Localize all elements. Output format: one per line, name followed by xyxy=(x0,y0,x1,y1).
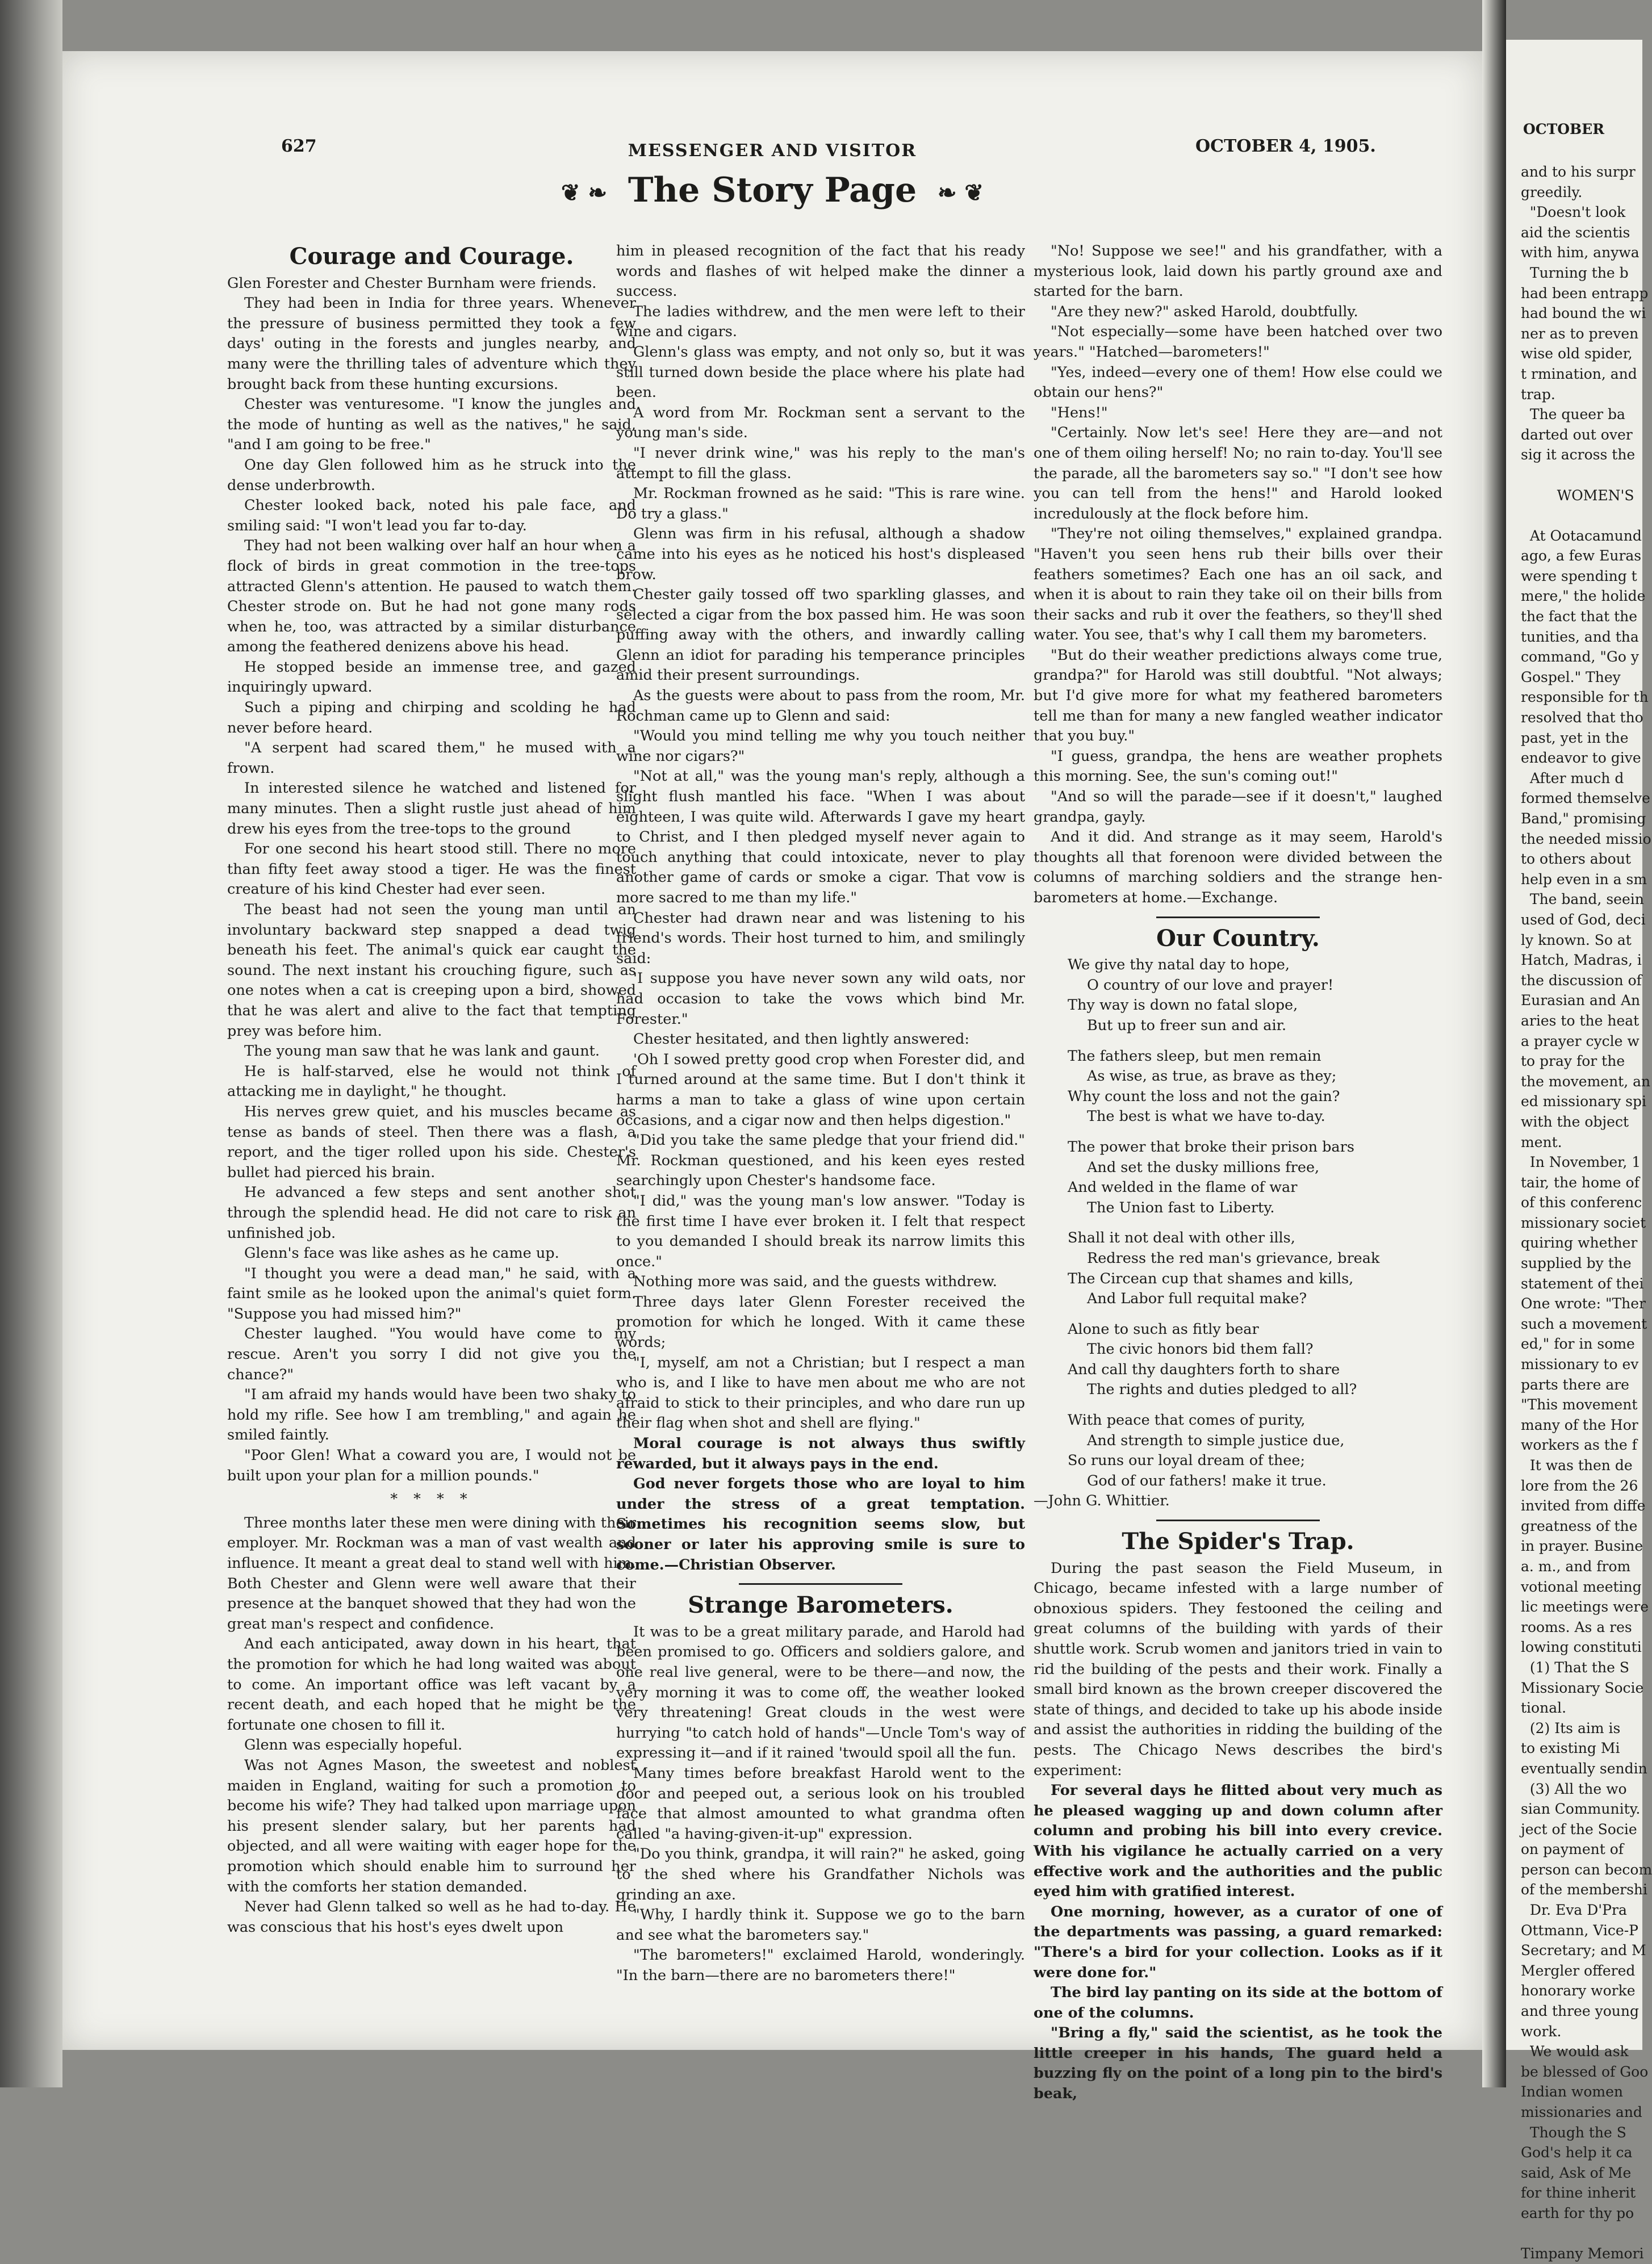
poem-line: But up to freer sun and air. xyxy=(1087,1016,1287,1034)
divider xyxy=(1156,1520,1320,1521)
paragraph: A word from Mr. Rockman sent a servant to the young man's side. xyxy=(616,404,1025,442)
story-title: Strange Barometers. xyxy=(688,1592,953,1619)
poem-line: Redress the red man's grievance, break xyxy=(1087,1249,1380,1267)
facing-page-line xyxy=(1521,2224,1652,2244)
facing-page-line: Eurasian and An xyxy=(1521,992,1641,1009)
divider xyxy=(739,1583,902,1585)
facing-page-line: In November, 1 xyxy=(1521,1154,1641,1171)
paragraph: And each anticipated, away down in his heart, that the promotion for which he had long waited was about to come. An important office was left vacant by a recent death, and each hoped that he might be the fortunate one chosen to fill it. xyxy=(227,1635,636,1734)
facing-page-line: to others about xyxy=(1521,851,1631,868)
paragraph: It was to be a great military parade, and Harold had been promised to go. Officers and soldiers galore, and one real live general, were to be there—and now, the very morning it was to come off, the weather looked very threatening! Great clouds in the west were hurrying "to catch hold of hands"—Uncle Tom's way of expressing it—and if it rained 'twould spoil all the fun. xyxy=(616,1623,1025,1762)
story-continuation xyxy=(616,241,1025,1575)
facing-page-line: to pray for the xyxy=(1521,1053,1625,1070)
paragraph: "But do their weather predictions always come true, grandpa?" for Harold was still doubtful. "Not always; but I'd give more for what my feathered barometers tell me than for many a new fangled weather indicator that you buy." xyxy=(1034,646,1442,745)
paragraph: "Yes, indeed—every one of them! How else could we obtain our hens?" xyxy=(1034,363,1442,401)
facing-page-line: with the object xyxy=(1521,1113,1629,1130)
facing-page-line: ly known. So at xyxy=(1521,931,1632,948)
facing-page-line: responsible for th xyxy=(1521,689,1649,706)
facing-page-line: trap. xyxy=(1521,386,1555,403)
paragraph: For one second his heart stood still. There no more than fifty feet away stood a tiger. He was the finest creature of his kind Chester had ever seen. xyxy=(227,840,636,898)
paragraph: Many times before breakfast Harold went to the door and peeped out, a serious look on his troubled face that almost amounted to what grandma often called "a having-given-it-up" expression. xyxy=(616,1764,1025,1843)
paragraph: Moral courage is not always thus swiftly rewarded, but it always pays in the end. xyxy=(616,1435,1025,1472)
paragraph: 'Oh I sowed pretty good crop when Forester did, and I turned around at the same time. But I don't think it harms a man to take a glass of wine upon certain occasions, and a cigar now and then helps digestion." xyxy=(616,1051,1025,1129)
column-1 xyxy=(227,244,636,1976)
paragraph: Was not Agnes Mason, the sweetest and noblest maiden in England, waiting for such a promotion to become his wife? They had talked upon marriage upon his present slender salary, but her parents had objected, and all were waiting with eager hope for the promotion which should enable him to surround her with the comforts her station demanded. xyxy=(227,1756,636,1895)
facing-page-line: At Ootacamund xyxy=(1521,527,1642,544)
paragraph: 'I suppose you have never sown any wild oats, nor had occasion to take the vows which bind Mr. Forester." xyxy=(616,970,1025,1028)
paragraph: Chester hesitated, and then lightly answered: xyxy=(633,1031,969,1048)
facing-page-line: Turning the b xyxy=(1521,264,1629,281)
facing-page-line: the needed missio xyxy=(1521,830,1651,847)
section-title xyxy=(62,170,1482,210)
facing-page-line: workers as the f xyxy=(1521,1437,1637,1454)
facing-page-line: be blessed of Goo xyxy=(1521,2063,1649,2080)
paragraph: "I guess, grandpa, the hens are weather prophets this morning. See, the sun's coming out!" xyxy=(1034,747,1442,785)
facing-page-line: ject of the Socie xyxy=(1521,1821,1637,1838)
poem-author: —John G. Whittier. xyxy=(1034,1492,1170,1510)
facing-page-line: Band," promising xyxy=(1521,810,1646,827)
facing-page-line: missionaries and xyxy=(1521,2104,1642,2120)
divider xyxy=(1156,917,1320,918)
facing-page-line: formed themselve xyxy=(1521,790,1650,807)
facing-page-line: of this conferenc xyxy=(1521,1194,1642,1211)
facing-page-line: greedily. xyxy=(1521,183,1583,200)
story-continuation xyxy=(1034,241,1442,909)
facing-page-line: invited from diffe xyxy=(1521,1497,1646,1514)
facing-page-line: tair, the home of xyxy=(1521,1174,1640,1191)
facing-page-line: a. m., and from xyxy=(1521,1558,1631,1575)
paragraph: "Are they new?" asked Harold, doubtfully. xyxy=(1051,303,1358,320)
paragraph: Chester looked back, noted his pale face, and smiling said: "I won't lead you far to-day. xyxy=(227,497,636,534)
poem-line: The Circean cup that shames and kills, xyxy=(1068,1270,1354,1287)
facing-page-line: Timpany Memori xyxy=(1521,2245,1644,2262)
poem-line: The best is what we have to-day. xyxy=(1087,1108,1325,1125)
facing-page-line: Mergler offered xyxy=(1521,1962,1636,1979)
paragraph: "Certainly. Now let's see! Here they are—and not one of them oiling herself! No; no rain to-day. You'll see the parade, all the barometers say so." "I don't see how you can tell from the hens!" and Harold looked incredulously at the flock before him. xyxy=(1034,424,1442,522)
facing-page-line: were spending t xyxy=(1521,567,1637,584)
paragraph: him in pleased recognition of the fact that his ready words and flashes of wit helped make the dinner a success. xyxy=(616,242,1025,300)
facing-page-line: lic meetings were xyxy=(1521,1598,1649,1616)
facing-page-line: "Doesn't look xyxy=(1521,204,1626,221)
facing-page-line: the fact that the xyxy=(1521,608,1638,625)
facing-page-line: Gospel." They xyxy=(1521,668,1621,685)
poem-line: The Union fast to Liberty. xyxy=(1087,1199,1275,1216)
facing-page-line: had been entrapp xyxy=(1521,284,1649,302)
story-body-continued xyxy=(227,1513,636,1937)
paragraph: In interested silence he watched and listened for many minutes. Then a slight rustle just ahead of him drew his eyes from the tree-tops to the ground xyxy=(227,780,636,838)
facing-page-line: Though the S xyxy=(1521,2124,1626,2141)
paragraph: "A serpent had scared them," he mused with a frown. xyxy=(227,739,636,777)
poem-line: So runs our loyal dream of thee; xyxy=(1068,1452,1306,1470)
facing-page-line: eventually sendin xyxy=(1521,1760,1647,1777)
facing-page-line: earth for thy po xyxy=(1521,2204,1634,2221)
facing-page-line: work. xyxy=(1521,2023,1562,2040)
paragraph: They had been in India for three years. Whenever the pressure of business permitted they took a few days' outing in the forests and jungles nearby, and many were the thrilling tales of adventure which they brought back from these hunting excursions. xyxy=(227,295,636,393)
masthead: MESSENGER AND VISITOR xyxy=(628,141,917,161)
facing-page-line: to existing Mi xyxy=(1521,1740,1620,1757)
paragraph: His nerves grew quiet, and his muscles became as tense as bands of steel. Then there was a flash, a report, and the tiger rolled upon his side. Chester's bullet had pierced his brain. xyxy=(227,1103,636,1181)
poem-line: And set the dusky millions free, xyxy=(1087,1158,1320,1176)
poem-title: Our Country. xyxy=(1156,924,1320,952)
poem-line: Alone to such as fitly bear xyxy=(1068,1320,1259,1338)
facing-page-line: God's help it ca xyxy=(1521,2144,1633,2161)
paragraph: Mr. Rockman frowned as he said: "This is rare wine. Do try a glass." xyxy=(616,485,1025,522)
facing-page-line: missionary to ev xyxy=(1521,1356,1639,1373)
poem-line: O country of our love and prayer! xyxy=(1087,976,1334,994)
poem-line: And strength to simple justice due, xyxy=(1087,1432,1345,1449)
facing-page-line: votional meeting xyxy=(1521,1578,1642,1595)
paragraph: "Not especially—some have been hatched over two years." "Hatched—barometers!" xyxy=(1034,323,1442,361)
paragraph: "And so will the parade—see if it doesn't," laughed grandpa, gayly. xyxy=(1034,788,1442,826)
issue-date: OCTOBER 4, 1905. xyxy=(1195,136,1376,156)
poem-line: As wise, as true, as brave as they; xyxy=(1087,1068,1337,1085)
paragraph: "They're not oiling themselves," explained grandpa. "Haven't you seen hens rub their bills over their feathers sometimes? Each one has an oil sack, and when it is about to rain they take oil on their bills from their sacks and rub it over the feathers, so they'll shed water. You see, that's why I call them my barometers. xyxy=(1034,525,1442,644)
facing-page-line xyxy=(1521,465,1652,486)
facing-page-line: It was then de xyxy=(1521,1457,1633,1474)
story-title: The Spider's Trap. xyxy=(1122,1528,1354,1555)
facing-page-line: Secretary; and M xyxy=(1521,1942,1646,1959)
facing-page-line: for thine inherit xyxy=(1521,2185,1636,2202)
facing-page-line: in prayer. Busine xyxy=(1521,1538,1643,1555)
poem-line: And Labor full requital make? xyxy=(1087,1290,1307,1308)
paragraph: "Did you take the same pledge that your friend did." Mr. Rockman questioned, and his keen eyes rested searchingly upon Chester's handsome face. xyxy=(616,1132,1025,1190)
paragraph: One morning, however, as a curator of one of the departments was passing, a guard remarked: "There's a bird for your collection. Looks as if it were done for." xyxy=(1034,1903,1442,1981)
facing-page-line: with him, anywa xyxy=(1521,244,1640,261)
paragraph: One day Glen followed him as he struck into the dense underbrowth. xyxy=(227,456,636,494)
facing-page-line: (3) All the wo xyxy=(1521,1780,1627,1797)
poem-line: The rights and duties pledged to all? xyxy=(1087,1381,1357,1399)
poem-line: And welded in the flame of war xyxy=(1068,1179,1298,1196)
facing-page-line: tional. xyxy=(1521,1700,1567,1717)
facing-page-line: lowing constituti xyxy=(1521,1639,1642,1656)
page-gutter xyxy=(1482,0,1506,2087)
paragraph: Such a piping and chirping and scolding he had never before heard. xyxy=(227,699,636,736)
poem-line: The civic honors bid them fall? xyxy=(1087,1341,1314,1358)
paragraph: He stopped beside an immense tree, and gazed inquiringly upward. xyxy=(227,658,636,696)
poem-line: God of our fathers! make it true. xyxy=(1087,1472,1327,1489)
paragraph: The bird lay panting on its side at the bottom of one of the columns. xyxy=(1034,1984,1442,2022)
poem-line: Shall it not deal with other ills, xyxy=(1068,1229,1295,1247)
paragraph: He is half-starved, else he would not think of attacking me in daylight," he thought. xyxy=(227,1062,636,1100)
facing-page-line: Hatch, Madras, i xyxy=(1521,952,1642,969)
column-2 xyxy=(616,241,1025,1984)
paragraph: "I am afraid my hands would have been two shaky to hold my rifle. See how I am trembling," and again he smiled faintly. xyxy=(227,1386,636,1444)
leaf-ornament-icon: ❦ ❧ xyxy=(561,179,607,206)
facing-page-line: rooms. As a res xyxy=(1521,1618,1632,1635)
facing-page-line: help even in a sm xyxy=(1521,871,1647,888)
facing-page-line: quiring whether xyxy=(1521,1234,1638,1252)
paragraph: And it did. And strange as it may seem, Harold's thoughts all that forenoon were divided between the columns of marching soldiers and the strange hen-barometers at home.—Exchange. xyxy=(1034,828,1442,906)
story-body xyxy=(227,274,636,1487)
poem-line: Thy way is down no fatal slope, xyxy=(1068,997,1298,1014)
facing-page-line: ed missionary spi xyxy=(1521,1093,1647,1110)
binding-edge xyxy=(0,0,62,2087)
poem-line: The power that broke their prison bars xyxy=(1068,1138,1354,1156)
paragraph: For several days he flitted about very much as he pleased wagging up and down column after column and probing his bill into every crevice. With his vigilance he actually carried on a very effective work and the authorities and the public eyed him with gratified interest. xyxy=(1034,1782,1442,1901)
facing-page-line: Ottmann, Vice-P xyxy=(1521,1922,1638,1939)
facing-page-line: resolved that tho xyxy=(1521,709,1643,726)
facing-page-line: (1) That the S xyxy=(1521,1659,1629,1676)
paragraph: Three days later Glenn Forester received the promotion for which he longed. With it came these words; xyxy=(616,1293,1025,1351)
paragraph: "The barometers!" exclaimed Harold, wonderingly. "In the barn—there are no barometers there!" xyxy=(616,1947,1025,1984)
poem-line: We give thy natal day to hope, xyxy=(1068,956,1290,974)
facing-page-line: past, yet in the xyxy=(1521,729,1629,746)
facing-page-line: honorary worke xyxy=(1521,1982,1636,1999)
newspaper-page xyxy=(62,51,1482,2103)
column-3 xyxy=(1034,241,1442,2103)
facing-page-line: "This movement xyxy=(1521,1396,1638,1413)
paragraph: "Hens!" xyxy=(1051,404,1108,421)
facing-page-line: parts there are xyxy=(1521,1376,1629,1393)
paragraph: "I thought you were a dead man," he said, with a faint smile as he looked upon the animal's quiet form. "Suppose you had missed him?" xyxy=(227,1265,636,1323)
facing-page-text xyxy=(1521,162,1652,2264)
story-title: Courage and Courage. xyxy=(289,243,574,270)
facing-page-line: of the membershi xyxy=(1521,1881,1648,1898)
facing-page-line: One wrote: "Ther xyxy=(1521,1295,1646,1312)
facing-page-line: and three young xyxy=(1521,2003,1639,2020)
paragraph: "Poor Glen! What a coward you are, I would not be built upon your plan for a million pounds." xyxy=(227,1447,636,1484)
paragraph: Glenn's face was like ashes as he came up. xyxy=(244,1245,559,1262)
paragraph: Nothing more was said, and the guests withdrew. xyxy=(633,1273,997,1291)
facing-page-line: the discussion of xyxy=(1521,972,1642,989)
paragraph: Glenn was firm in his refusal, although a shadow came into his eyes as he noticed his host's displeased brow. xyxy=(616,525,1025,583)
paragraph: Chester was venturesome. "I know the jungles and the mode of hunting as well as the natives," he said, "and I am going to be free." xyxy=(227,396,636,454)
facing-page xyxy=(1506,40,1652,2262)
paragraph: "Not at all," was the young man's reply, although a slight flush mantled his face. "When I was about eighteen, I was quite wild. Afterwards I gave my heart to Christ, and I then pledged myself never again to touch anything that could intoxicate, never to play another game of cards or smoke a cigar. That vow is more sacred to me than my life." xyxy=(616,768,1025,906)
facing-page-line: Dr. Eva D'Pra xyxy=(1521,1902,1627,1919)
paragraph: They had not been walking over half an hour when a flock of birds in great commotion in the tree-tops attracted Glenn's attention. He paused to watch them. Chester strode on. But he had not gone many rods when he, too, was attracted by a similar disturbance among the feathered denizens above his head. xyxy=(227,537,636,656)
facing-page-header: OCTOBER xyxy=(1523,121,1605,137)
paragraph: Never had Glenn talked so well as he had to-day. He was conscious that his host's eyes dwelt upon xyxy=(227,1898,636,1936)
story-body xyxy=(616,1622,1025,1986)
facing-page-line: We would ask xyxy=(1521,2043,1629,2060)
facing-page-line: (2) Its aim is xyxy=(1521,1719,1621,1736)
paragraph: "Bring a fly," said the scientist, as he took the little creeper in his hands, The guard held a buzzing fly on the point of a long pin to the bird's beak, xyxy=(1034,2024,1442,2103)
paragraph: He advanced a few steps and sent another shot through the splendid head. He did not care to risk an unfinished job. xyxy=(227,1184,636,1242)
paragraph: "I, myself, am not a Christian; but I respect a man who is, and I like to have men about me who are not afraid to stick to their principles, and who dare run up their flag when shot and shell are flying." xyxy=(616,1354,1025,1432)
facing-page-line: used of God, deci xyxy=(1521,911,1646,928)
facing-page-line: and to his surpr xyxy=(1521,164,1636,180)
section-break: * * * * xyxy=(390,1491,473,1508)
facing-page-line: such a movement xyxy=(1521,1315,1647,1332)
poem-line: And call thy daughters forth to share xyxy=(1068,1361,1340,1378)
facing-page-line: ago, a few Euras xyxy=(1521,547,1642,564)
paragraph: Chester gaily tossed off two sparkling glasses, and selected a cigar from the box passed him. He was soon puffing away with the others, and inwardly calling Glenn an idiot for parading his temperance principles amid their present surroundings. xyxy=(616,586,1025,684)
paragraph: Glen Forester and Chester Burnham were friends. xyxy=(227,274,597,292)
facing-page-line: After much d xyxy=(1521,769,1624,786)
paragraph: As the guests were about to pass from the room, Mr. Rochman came up to Glenn and said: xyxy=(616,687,1025,725)
paragraph: "I did," was the young man's low answer. "Today is the first time I have ever broken it. I felt that respect to you demanded I should break its narrow limits this once." xyxy=(616,1192,1025,1270)
facing-page-line: ner as to preven xyxy=(1521,325,1639,342)
facing-page-line: ed," for in some xyxy=(1521,1336,1635,1353)
facing-page-line: Missionary Socie xyxy=(1521,1679,1644,1696)
paragraph: Three months later these men were dining with their employer. Mr. Rockman was a man of vast wealth and influence. It meant a great deal to stand well with him. Both Chester and Glenn were well aware that their presence at the banquet showed that they had won the great man's respect and confidence. xyxy=(227,1514,636,1633)
facing-page-line: had bound the wi xyxy=(1521,305,1646,322)
poem-line: With peace that comes of purity, xyxy=(1068,1412,1306,1429)
facing-page-line: lore from the 26 xyxy=(1521,1477,1638,1494)
facing-page-line xyxy=(1521,505,1652,526)
page-number: 627 xyxy=(281,136,317,156)
facing-page-line: missionary societ xyxy=(1521,1214,1646,1231)
facing-page-line: The queer ba xyxy=(1521,406,1625,423)
facing-page-line: WOMEN'S xyxy=(1521,487,1634,504)
paragraph: "No! Suppose we see!" and his grandfather, with a mysterious look, laid down his partly ground axe and started for the barn. xyxy=(1034,242,1442,300)
facing-page-line: The band, seein xyxy=(1521,891,1644,908)
paragraph: "Why, I hardly think it. Suppose we go to the barn and see what the barometers say." xyxy=(616,1906,1025,1944)
facing-page-line: supplied by the xyxy=(1521,1255,1632,1272)
facing-page-line: aid the scientis xyxy=(1521,224,1630,241)
facing-page-line: t rmination, and xyxy=(1521,365,1637,382)
section-title-text: The Story Page xyxy=(628,170,917,210)
paragraph: God never forgets those who are loyal to him under the stress of a great temptation. Sometimes his recognition seems slow, but sooner or later his approving smile is sure to come.—Christian Observer. xyxy=(616,1475,1025,1573)
paragraph: The young man saw that he was lank and gaunt. xyxy=(244,1043,600,1060)
facing-page-line: a prayer cycle w xyxy=(1521,1032,1640,1049)
paragraph: During the past season the Field Museum, in Chicago, became infested with a large number of obnoxious spiders. They festooned the ceiling and great columns of the building with yards of their shuttle work. Scrub women and janitors tried in vain to rid the building of the pests and their work. Finally a small bird known as the brown creeper discovered the state of things, and decided to take up his abode inside and assist the authorities in ridding the building of the pests. The Chicago News describes the bird's experiment: xyxy=(1034,1559,1442,1779)
paragraph: Chester laughed. "You would have come to my rescue. Aren't you sorry I did not give you the chance?" xyxy=(227,1325,636,1383)
facing-page-line: sig it across the xyxy=(1521,446,1636,463)
paragraph: Chester had drawn near and was listening to his friend's words. Their host turned to him, and smilingly said: xyxy=(616,909,1025,967)
facing-page-line: Indian women xyxy=(1521,2083,1623,2100)
facing-page-line: said, Ask of Me xyxy=(1521,2164,1632,2181)
facing-page-line: sian Community. xyxy=(1521,1801,1641,1818)
facing-page-line: mere," the holide xyxy=(1521,588,1646,605)
facing-page-line: many of the Hor xyxy=(1521,1416,1638,1433)
paragraph: "Would you mind telling me why you touch neither wine nor cigars?" xyxy=(616,727,1025,765)
poem-line: The fathers sleep, but men remain xyxy=(1068,1047,1321,1065)
facing-page-line: person can becom xyxy=(1521,1861,1652,1878)
facing-page-line: tunities, and tha xyxy=(1521,628,1639,645)
facing-page-line: command, "Go y xyxy=(1521,648,1639,666)
paragraph: Glenn was especially hopeful. xyxy=(244,1736,463,1754)
paragraph: "Do you think, grandpa, it will rain?" he asked, going to the shed where his Grandfather Nichols was grinding an axe. xyxy=(616,1845,1025,1903)
facing-page-line: on payment of xyxy=(1521,1841,1624,1858)
poem xyxy=(1068,955,1442,1491)
leaf-ornament-icon: ❧ ❦ xyxy=(938,179,984,206)
facing-page-line: endeavor to give xyxy=(1521,750,1641,767)
story-body xyxy=(1034,1559,1442,2104)
facing-page-line: aries to the heat xyxy=(1521,1012,1640,1029)
paragraph: The beast had not seen the young man until an involuntary backward step snapped a dead twig beneath his feet. The animal's quick ear caught the sound. The next instant his crouching figure, such as one notes when a cat is creeping upon a bird, showed that he was alert and alive to the fact that tempting prey was before him. xyxy=(227,901,636,1040)
facing-page-line: the movement, an xyxy=(1521,1073,1651,1090)
poem-line: Why count the loss and not the gain? xyxy=(1068,1087,1340,1105)
facing-page-line: wise old spider, xyxy=(1521,345,1633,362)
paragraph: "I never drink wine," was his reply to the man's attempt to fill the glass. xyxy=(616,444,1025,482)
facing-page-line: statement of thei xyxy=(1521,1275,1644,1292)
facing-page-line: darted out over xyxy=(1521,426,1633,443)
facing-page-line: ment. xyxy=(1521,1133,1562,1150)
paragraph: Glenn's glass was empty, and not only so, but it was still turned down beside the place where his plate had been. xyxy=(616,343,1025,401)
facing-page-line: greatness of the xyxy=(1521,1517,1638,1534)
paragraph: The ladies withdrew, and the men were left to their wine and cigars. xyxy=(616,303,1025,341)
